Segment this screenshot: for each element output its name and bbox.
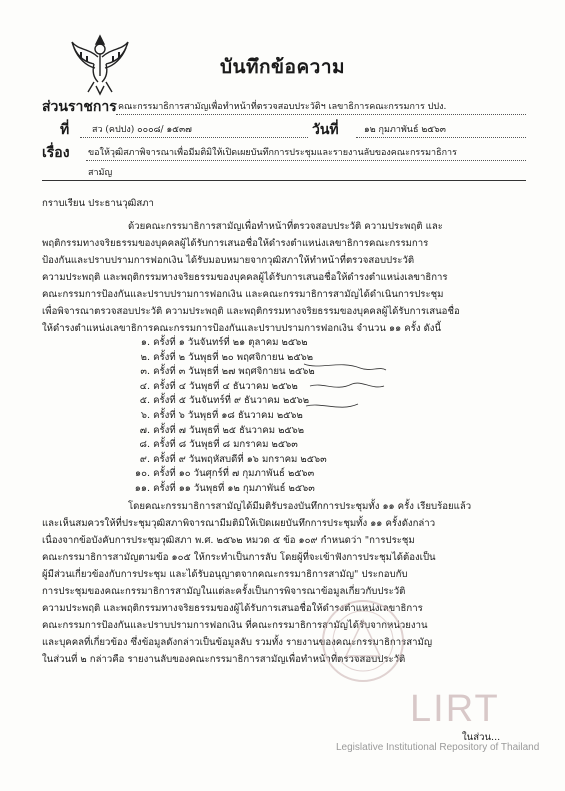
header-divider [42,180,526,181]
list-item [126,409,327,424]
list-number: ๒. [140,351,150,363]
paragraph-line: ความประพฤติ และพฤติกรรมทางจริยธรรมของผู้ได้รับการเสนอชื่อให้ดำรงตำแหน่งเลขาธิการ [42,603,423,614]
list-item [126,351,327,366]
repository-name: Legislative Institutional Repository of Thailand [336,742,540,753]
agency-value: คณะกรรมาธิการสามัญเพื่อทำหน้าที่ตรวจสอบประวัติฯ เลขาธิการคณะกรรมการ ปปง. [118,102,447,112]
agency-rule [116,114,526,115]
paragraph-line: คณะกรรมการป้องกันและปราบปรามการฟอกเงิน และคณะกรรมาธิการสามัญได้ดำเนินการประชุม [42,289,444,300]
meeting-list [126,336,327,497]
date-value: ๑๒ กุมภาพันธ์ ๒๕๖๓ [364,125,446,135]
list-item [126,482,327,497]
list-text: ครั้งที่ ๔ วันพุธที่ ๔ ธันวาคม ๒๕๖๒ [153,380,298,392]
list-item [126,438,327,453]
salutation: กราบเรียน ประธานวุฒิสภา [42,198,154,209]
list-item [126,453,327,468]
list-text: ครั้งที่ ๖ วันพุธที่ ๑๘ ธันวาคม ๒๕๖๒ [153,409,303,421]
paragraph-line: พฤติกรรมทางจริยธรรมของบุคคลผู้ได้รับการเสนอชื่อให้ดำรงตำแหน่งเลขาธิการคณะกรรมการ [42,238,429,249]
paragraph-line: ป้องกันและปราบปรามการฟอกเงิน ได้รับมอบหมายจากวุฒิสภาให้ทำหน้าที่ตรวจสอบประวัติ [42,255,415,266]
list-number: ๓. [140,366,150,378]
agency-label: ส่วนราชการ [42,99,117,115]
handwritten-annotation-icon [300,356,390,416]
list-number: ๑๑. [134,482,150,494]
paragraph-line: และบุคคลที่เกี่ยวข้อง ซึ่งข้อมูลดังกล่าวเป็นข้อมูลลับ รวมทั้ง รายงานของคณะกรรมาธิการสามัญ [42,637,433,648]
list-item [126,424,327,439]
subject-rule-1 [86,160,526,161]
ref-value: สว (คปปง) ๐๐๐๘/ ๑๕๓๗ [92,125,192,135]
subject-label: เรื่อง [42,145,70,161]
list-number: ๑๐. [135,468,150,480]
subject-line-2: สามัญ [88,168,113,178]
paragraph-line: ในส่วนที่ ๒ กล่าวคือ รายงานลับของคณะกรรมาธิการสามัญเพื่อทำหน้าที่ตรวจสอบประวัติ [42,654,406,665]
list-number: ๕. [139,395,150,407]
paragraph-line: เพื่อพิจารณาตรวจสอบประวัติ ความประพฤติ และพฤติกรรมทางจริยธรรมของบุคคลผู้ได้รับการเสนอชื่อ [42,306,460,317]
list-number: ๗. [139,424,150,436]
list-item [126,394,327,409]
paragraph-line: ด้วยคณะกรรมาธิการสามัญเพื่อทำหน้าที่ตรวจสอบประวัติ ความประพฤติ และ [128,221,443,232]
paragraph-line: คณะกรรมาธิการสามัญตามข้อ ๑๐๕ ให้กระทำเป็นการลับ โดยผู้ที่จะเข้าฟังการประชุมได้ต้องเป็น [42,552,436,563]
list-item [126,467,327,482]
list-text: ครั้งที่ ๒ วันพุธที่ ๒๐ พฤศจิกายน ๒๕๖๒ [153,351,314,363]
list-text: ครั้งที่ ๑๐ วันศุกร์ที่ ๗ กุมภาพันธ์ ๒๕๖๓ [153,468,315,480]
list-number: ๘. [139,439,150,451]
paragraph-line: เนื่องจากข้อบังคับการประชุมวุฒิสภา พ.ศ. ๒๕๖๒ หมวด ๕ ข้อ ๑๐๙ กำหนดว่า "การประชุม [42,535,415,546]
list-number: ๖. [140,409,150,421]
list-number: ๑. [140,337,150,348]
list-text: ครั้งที่ ๙ วันพฤหัสบดีที่ ๑๖ มกราคม ๒๕๖๓ [153,453,327,465]
list-text: ครั้งที่ ๑๑ วันพุธที่ ๑๒ กุมภาพันธ์ ๒๕๖๓ [153,482,315,494]
list-item [126,365,327,380]
ref-rule [80,137,308,138]
paragraph-line: การประชุมของคณะกรรมาธิการสามัญในแต่ละครั้งเป็นการพิจารณาข้อมูลเกี่ยวกับประวัติ [42,586,406,597]
continuation-text: ในส่วน... [462,732,501,743]
paragraph-line: ให้ดำรงตำแหน่งเลขาธิการคณะกรรมการป้องกันและปราบปรามการฟอกเงิน จำนวน ๑๑ ครั้ง ดังนี้ [42,323,442,334]
list-number: ๔. [139,380,150,392]
list-text: ครั้งที่ ๓ วันพุธที่ ๒๗ พฤศจิกายน ๒๕๖๒ [153,366,315,378]
date-rule [356,137,526,138]
list-item [126,380,327,395]
lirt-logo: LIRT [410,688,500,730]
parliament-seal-icon [318,596,408,686]
paragraph-line: โดยคณะกรรมาธิการสามัญได้มีมติรับรองบันทึกการประชุมทั้ง ๑๑ ครั้ง เรียบร้อยแล้ว [128,501,472,512]
subject-line-1: ขอให้วุฒิสภาพิจารณาเพื่อมีมติมิให้เปิดเผยบันทึกการประชุมและรายงานลับของคณะกรรมาธิการ [88,148,457,158]
list-text: ครั้งที่ ๑ วันจันทร์ที่ ๒๑ ตุลาคม ๒๕๖๒ [153,337,308,348]
list-item [126,336,327,351]
paragraph-line: ความประพฤติ และพฤติกรรมทางจริยธรรมของบุคคลผู้ได้รับการเสนอชื่อให้ดำรงตำแหน่งเลขาธิการ [42,272,448,283]
ref-label: ที่ [60,122,70,138]
list-text: ครั้งที่ ๘ วันพุธที่ ๘ มกราคม ๒๕๖๓ [153,439,298,451]
date-label: วันที่ [312,122,339,138]
list-text: ครั้งที่ ๗ วันพุธที่ ๒๕ ธันวาคม ๒๕๖๒ [153,424,305,436]
paragraph-line: และเห็นสมควรให้ที่ประชุมวุฒิสภาพิจารณามีมติมิให้เปิดเผยบันทึกการประชุมทั้ง ๑๑ ครั้งดังกล่าว [42,518,436,529]
paragraph-line: คณะกรรมการป้องกันและปราบปรามการฟอกเงิน ที่คณะกรรมาธิการสามัญได้รับจากหน่วยงาน [42,620,428,631]
paragraph-line: ผู้มีส่วนเกี่ยวข้องกับการประชุม และได้รับอนุญาตจากคณะกรรมาธิการสามัญ" ประกอบกับ [42,569,408,580]
list-text: ครั้งที่ ๕ วันจันทร์ที่ ๙ ธันวาคม ๒๕๖๒ [153,395,310,407]
memo-title: บันทึกข้อความ [219,56,346,78]
list-number: ๙. [139,453,150,465]
